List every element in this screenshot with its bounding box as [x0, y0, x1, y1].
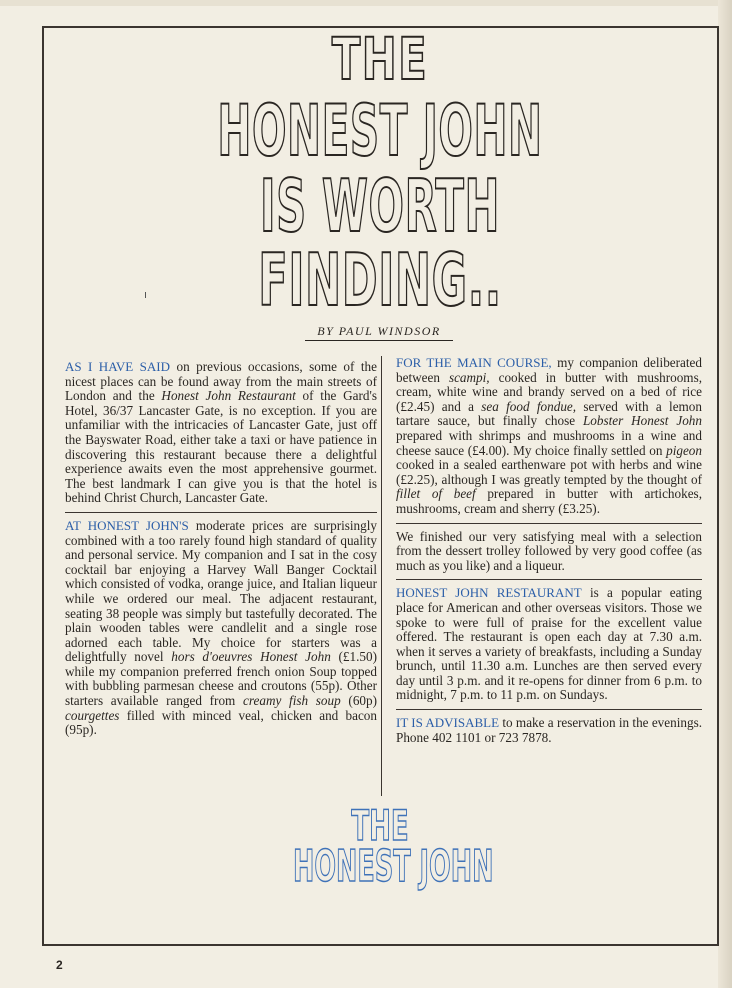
body-text: is a popular eating place for American and other overseas visitors. Those we spoke to were full of praise for the excellent value offered. The restaurant is open each day at 7.30 a.m. when it serves a variety of breakfasts, including a Sunday brunch, until 11.30 a.m. Lunches are then served every day until 3 p.m. and it re-opens for dinner from 6 p.m. to midnight, 7 p.m. to 11 p.m. on Sundays.: [396, 585, 703, 703]
footer-logo: [230, 801, 530, 892]
right-column-paragraph: [396, 716, 702, 751]
body-text: We finished our very satisfying meal with a selection from the dessert trolley followed by very good coffee (as much as you like) and a liqueur.: [396, 528, 702, 573]
right-column-paragraph: [396, 356, 702, 524]
body-text: cooked in butter with mushrooms, cream, white wine and brandy served on a bed of rice (£2.45) and a: [396, 369, 702, 414]
headline-line-2: HONEST JOHN: [217, 90, 543, 172]
italic-text: hors d'oeuvres Honest John: [171, 649, 331, 665]
right-column-paragraph: [396, 530, 702, 581]
italic-text: scampi,: [448, 369, 490, 385]
headline-line-3: IS WORTH: [259, 164, 501, 248]
body-text: (£1.50) while my companion preferred french onion Soup topped with bubbling parmesan cheese and croutons (55p). Other starters available ranged from: [65, 649, 377, 709]
footer-logo-line-2: HONEST JOHN: [293, 841, 494, 892]
italic-text: sea food fondue,: [481, 398, 577, 414]
stray-mark: [145, 292, 146, 298]
left-column: [65, 360, 377, 750]
italic-text: Honest John Restaurant: [161, 388, 296, 404]
italic-text: pigeon: [666, 442, 702, 458]
paragraph-lead-in: FOR THE MAIN COURSE,: [396, 355, 552, 370]
body-text: of the Gard's Hotel, 36/37 Lancaster Gate, is no exception. If you are unfamiliar with the intricacies of Lancaster Gate, just off the Bayswater Road, either take a taxi or have patience in discovering this restaurant because there a delightful experience awaits even the most apprehensive gourmet. The best landmark I can give you is that the hotel is behind Christ Church, Lancaster Gate.: [65, 388, 378, 506]
body-text: prepared in butter with artichokes, mushrooms, cream and sherry (£3.25).: [396, 486, 702, 516]
page-top-shade: [0, 0, 732, 6]
right-column-paragraph: [396, 586, 702, 710]
headline-line-1: THE: [331, 25, 429, 93]
column-divider: [381, 356, 382, 796]
body-text: served with a lemon tartare sauce, but finally chose: [396, 398, 702, 429]
paragraph-lead-in: AT HONEST JOHN'S: [65, 517, 189, 533]
page-number: 2: [56, 958, 63, 972]
body-text: cooked in a sealed earthenware pot with herbs and wine (£2.25), although I was greatly tempted by the thought of: [396, 457, 702, 487]
body-text: (60p): [340, 693, 377, 709]
page-edge-shadow: [718, 0, 732, 988]
paragraph-lead-in: IT IS ADVISABLE: [396, 715, 500, 731]
body-text: prepared with shrimps and mushrooms in a wine and cheese sauce (£4.00). My choice finally settled on: [396, 427, 702, 458]
paragraph-lead-in: HONEST JOHN RESTAURANT: [396, 585, 582, 601]
body-text: my companion deliberated between: [396, 355, 703, 385]
body-text: filled with minced veal, chicken and bacon (95p).: [65, 707, 377, 738]
paragraph-lead-in: AS I HAVE SAID: [65, 359, 171, 374]
italic-text: Lobster Honest John: [582, 413, 702, 429]
left-column-paragraph: [65, 360, 377, 513]
footer-logo-line-1: THE: [351, 801, 409, 850]
italic-text: fillet of beef: [396, 486, 476, 502]
body-text: on previous occasions, some of the nicest places can be found away from the main streets of London and the: [65, 359, 377, 404]
body-text: to make a reservation in the evenings. Phone 402 1101 or 723 7878.: [396, 715, 702, 745]
left-column-paragraph: [65, 519, 377, 744]
headline-line-4: FINDING..: [258, 238, 502, 322]
italic-text: creamy fish soup: [243, 693, 341, 709]
body-text: moderate prices are surprisingly combined with a too rarely found high standard of quality and personal service. My companion and I sat in the cosy cocktail bar enjoying a Harvey Wall Banger Cocktail which consisted of vodka, orange juice, and Italian liqueur while we ordered our meal. The adjacent restaurant, seating 38 people was simply but tastefully decorated. The plain wooden tables were candlelit and a single rose adorned each table. My choice for starters was a delightfully novel: [65, 517, 377, 665]
byline: BY PAUL WINDSOR: [305, 324, 453, 341]
right-column: [396, 356, 702, 757]
italic-text: courgettes: [65, 707, 120, 723]
